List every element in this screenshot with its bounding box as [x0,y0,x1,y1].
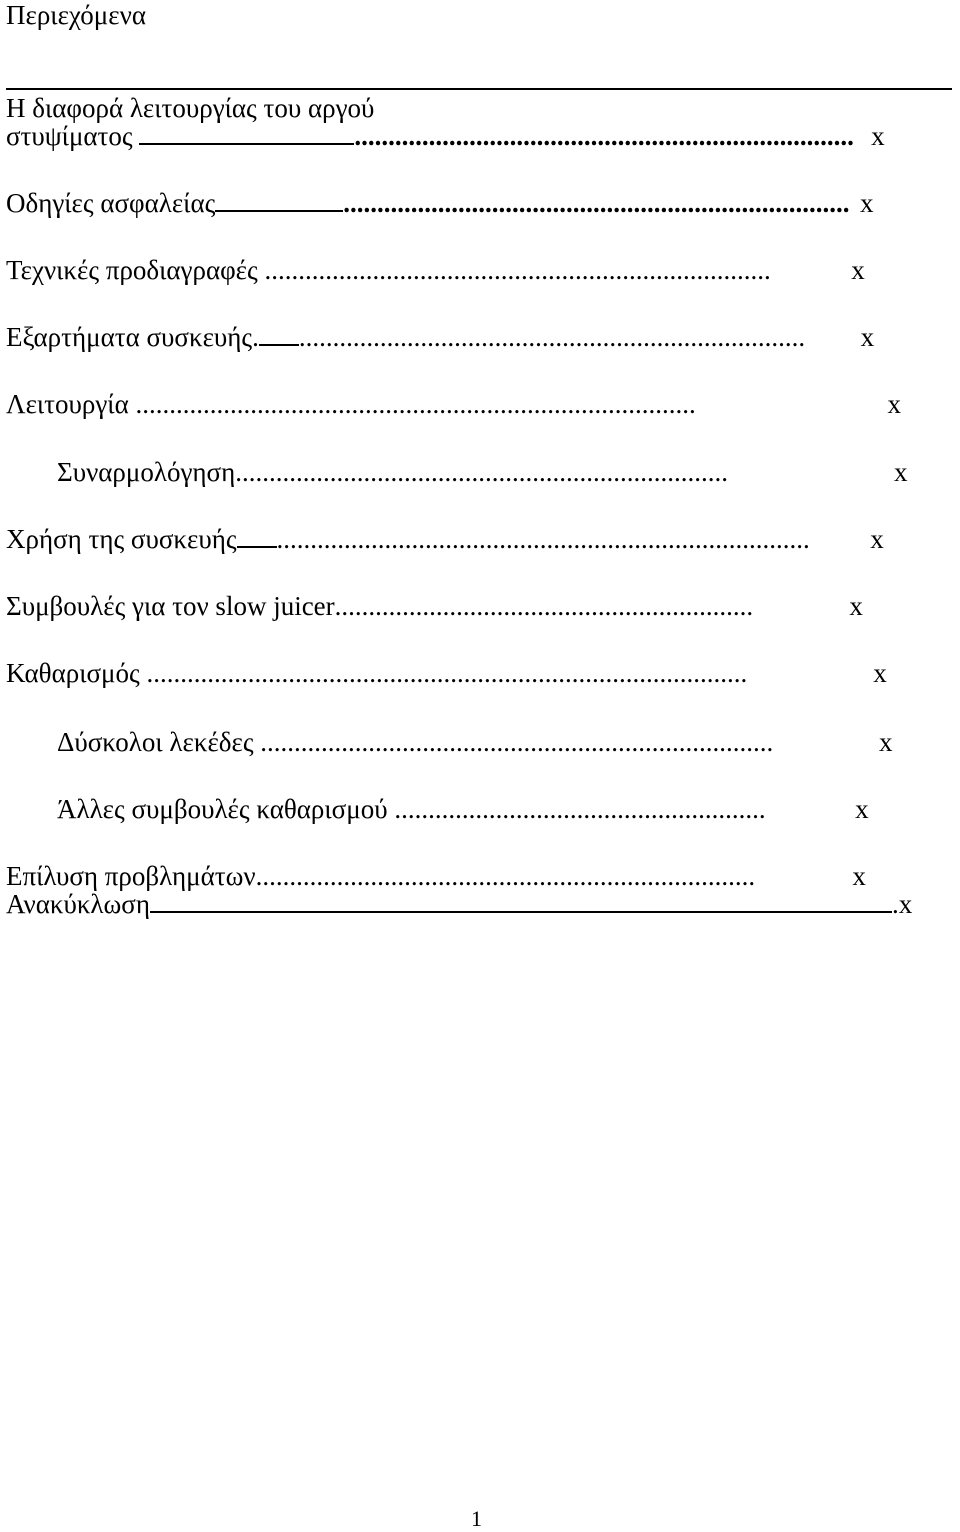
toc-entry-5[interactable] [57,456,907,488]
toc-entry-dots: ............................................................................... [276,524,810,554]
toc-entry-page: x [893,457,908,487]
toc-entry-3[interactable] [6,321,874,353]
toc-entry-0-line1[interactable]: Η διαφορά λειτουργίας του αργού [6,93,375,123]
toc-entry-page: x [873,658,887,688]
toc-entry-12[interactable] [6,888,912,920]
leader-underline [259,344,299,346]
toc-entry-page: x [852,861,866,891]
toc-entry-label: Τεχνικές προδιαγραφές [6,255,258,285]
toc-entry-page: x [860,322,875,352]
toc-entry-page: x [871,121,885,151]
toc-entry-6[interactable] [6,523,884,555]
toc-entry-dots: ....................................................... [394,794,766,824]
leader-underline [215,210,343,212]
toc-entry-dots: ................................................................................... [135,389,696,419]
toc-entry-dots: ......................................................................... [235,457,728,487]
leader-underline [237,546,277,548]
toc-entry-dots: ........................................................................... [343,188,850,218]
toc-entry-page: x [887,389,901,419]
toc-entry-page: x [855,794,869,824]
toc-entry-page: x [879,727,893,757]
toc-entry-4[interactable] [6,388,901,420]
toc-entry-dots: .......................................................................... [354,121,854,151]
toc-entry-page: x [851,255,865,285]
toc-title: Περιεχόμενα [6,0,146,30]
toc-entry-7[interactable] [6,590,863,622]
toc-entry-dots: .............................................................. [334,591,754,621]
toc-entry-2[interactable] [6,254,865,286]
toc-entry-dots: .......................................................................... [255,861,756,891]
toc-entry-label: Άλλες συμβουλές καθαρισμού [57,794,388,824]
toc-entry-label: Δύσκολοι λεκέδες [57,727,254,757]
toc-entry-9[interactable] [57,726,893,758]
toc-entry-label: Οδηγίες ασφαλείας [6,188,216,218]
toc-entry-10[interactable] [57,793,869,825]
leader-underline [150,911,892,913]
title-rule [6,88,952,90]
toc-entry-0[interactable] [6,120,885,152]
toc-entry-label: Επίλυση προβλημάτων [6,861,256,891]
toc-entry-label: Ανακύκλωση [6,889,150,919]
toc-entry-label: στυψίματος [6,121,133,151]
toc-entry-page: x [870,524,884,554]
toc-entry-page: x [849,591,863,621]
toc-entry-dots: ............................................................................ [260,727,774,757]
toc-entry-label: Χρήση της συσκευής [6,524,237,554]
toc-entry-label: Εξαρτήματα συσκευής. [6,322,259,352]
toc-entry-label: Συμβουλές για τον slow juicer [6,591,335,621]
page-number: 1 [471,1506,482,1531]
toc-entry-1[interactable] [6,187,874,219]
leader-underline [139,143,354,145]
toc-entry-label: Καθαρισμός [6,658,140,688]
toc-entry-page: x [898,889,913,919]
toc-entry-dots: ........................................................................... [298,322,806,352]
toc-entry-label: Συναρμολόγηση [57,457,236,487]
toc-entry-dots: ......................................................................................... [146,658,748,688]
toc-entry-label: Λειτουργία [6,389,129,419]
toc-entry-8[interactable] [6,657,887,689]
toc-entry-dots: . [891,889,899,919]
toc-entry-page: x [860,188,874,218]
toc-entry-dots: ........................................................................... [264,255,771,285]
